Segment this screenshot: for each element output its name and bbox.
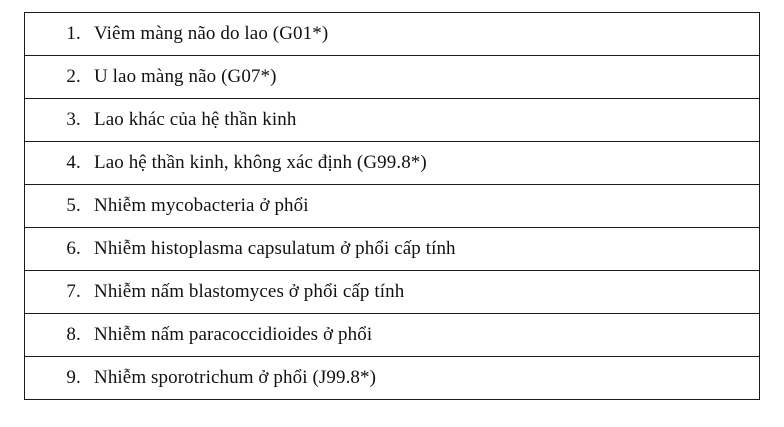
row-number: 5. [66,195,81,216]
row-number: 9. [66,367,81,388]
row-number: 2. [66,66,81,87]
row-text: U lao màng não (G07*) [94,66,277,87]
row-text: Lao khác của hệ thần kinh [94,109,297,130]
row-text: Nhiễm sporotrichum ở phổi (J99.8*) [94,367,377,388]
table-cell [25,56,760,99]
table-row [25,13,760,56]
table-cell [25,357,760,400]
table-cell [25,271,760,314]
row-content [55,195,759,217]
row-content [55,66,759,88]
row-number: 3. [66,109,81,130]
row-content [55,281,759,303]
table-row [25,228,760,271]
table-cell [25,13,760,56]
row-number: 8. [66,324,81,345]
row-text: Nhiễm nấm blastomyces ở phổi cấp tính [94,281,405,302]
table-cell [25,99,760,142]
row-text: Viêm màng não do lao (G01*) [94,23,329,44]
table-row [25,99,760,142]
row-number: 4. [66,152,81,173]
row-number: 1. [66,23,81,44]
table-cell [25,228,760,271]
row-text: Nhiễm histoplasma capsulatum ở phổi cấp tính [94,238,456,259]
table-cell [25,314,760,357]
row-text: Nhiễm nấm paracoccidioides ở phổi [94,324,373,345]
diagnosis-list-body [25,13,760,400]
row-content [55,152,759,174]
table-cell [25,185,760,228]
row-content [55,367,759,389]
table-cell [25,142,760,185]
table-row [25,314,760,357]
row-content [55,238,759,260]
table-row [25,271,760,314]
row-content [55,324,759,346]
table-row [25,56,760,99]
row-content [55,23,759,45]
row-number: 6. [66,238,81,259]
table-row [25,142,760,185]
row-text: Lao hệ thần kinh, không xác định (G99.8*) [94,152,427,173]
row-content [55,109,759,131]
table-row [25,357,760,400]
row-number: 7. [66,281,81,302]
row-text: Nhiễm mycobacteria ở phổi [94,195,309,216]
diagnosis-list-table [24,12,760,400]
table-row [25,185,760,228]
